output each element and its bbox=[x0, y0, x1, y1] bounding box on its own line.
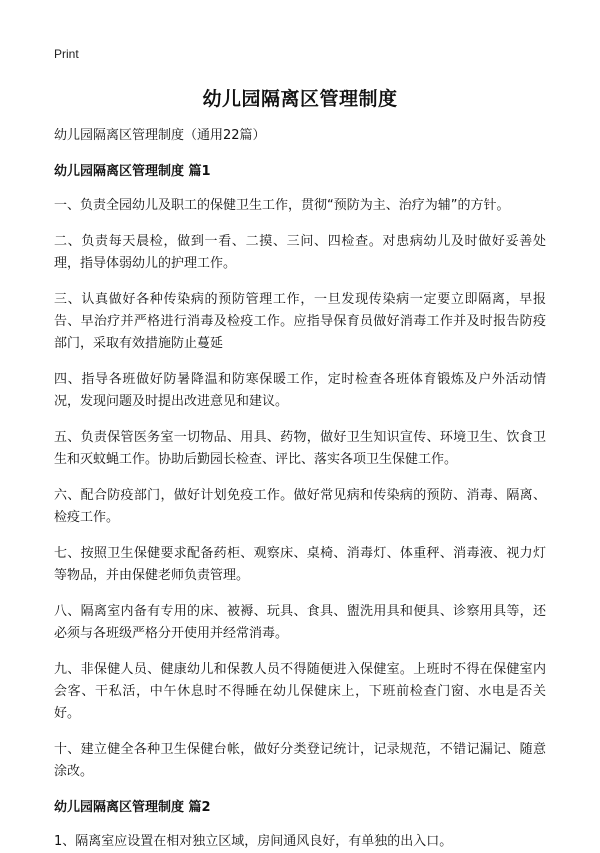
paragraph: 四、指导各班做好防暑降温和防寒保暖工作，定时检查各班体育锻炼及户外活动情况，发现问题及时提出改进意见和建议。 bbox=[54, 372, 546, 409]
section-1 bbox=[54, 161, 546, 783]
paragraph: 八、隔离室内备有专用的床、被褥、玩具、食具、盥洗用具和便具、诊察用具等，还必须与各班级严格分开使用并经常消毒。 bbox=[54, 604, 546, 641]
paragraph: 九、非保健人员、健康幼儿和保教人员不得随便进入保健室。上班时不得在保健室内会客、干私活，中午休息时不得睡在幼儿保健床上，下班前检查门窗、水电是否关好。 bbox=[54, 662, 546, 721]
paragraph: 七、按照卫生保健要求配备药柜、观察床、桌椅、消毒灯、体重秤、消毒液、视力灯等物品，并由保健老师负责管理。 bbox=[54, 546, 546, 583]
paragraph: 1、隔离室应设置在相对独立区域，房间通风良好，有单独的出入口。 bbox=[54, 834, 453, 849]
paragraph: 十、建立健全各种卫生保健台帐，做好分类登记统计，记录规范，不错记漏记、随意涂改。 bbox=[54, 742, 546, 779]
document-title: 幼儿园隔离区管理制度 bbox=[202, 88, 398, 110]
paragraph: 三、认真做好各种传染病的预防管理工作，一旦发现传染病一定要立即隔离，早报告、早治疗并严格进行消毒及检疫工作。应指导保育员做好消毒工作并及时报告防疫部门，采取有效措施防止蔓延 bbox=[54, 292, 546, 351]
paragraph: 六、配合防疫部门，做好计划免疫工作。做好常见病和传染病的预防、消毒、隔离、检疫工作。 bbox=[54, 488, 546, 525]
section-2 bbox=[54, 797, 546, 853]
paragraph: 二、负责每天晨检，做到一看、二摸、三问、四检查。对患病幼儿及时做好妥善处理，指导体弱幼儿的护理工作。 bbox=[54, 234, 546, 271]
paragraph: 一、负责全园幼儿及职工的保健卫生工作，贯彻“预防为主、治疗为辅”的方针。 bbox=[54, 198, 510, 213]
section-heading: 幼儿园隔离区管理制度 篇1 bbox=[54, 164, 211, 179]
document-subtitle: 幼儿园隔离区管理制度（通用22篇） bbox=[54, 128, 266, 143]
print-label: Print bbox=[54, 47, 79, 61]
paragraph: 五、负责保管医务室一切物品、用具、药物，做好卫生知识宣传、环境卫生、饮食卫生和灭蚊蝇工作。协助后勤园长检查、评比、落实各项卫生保健工作。 bbox=[54, 430, 546, 467]
section-heading: 幼儿园隔离区管理制度 篇2 bbox=[54, 800, 211, 815]
